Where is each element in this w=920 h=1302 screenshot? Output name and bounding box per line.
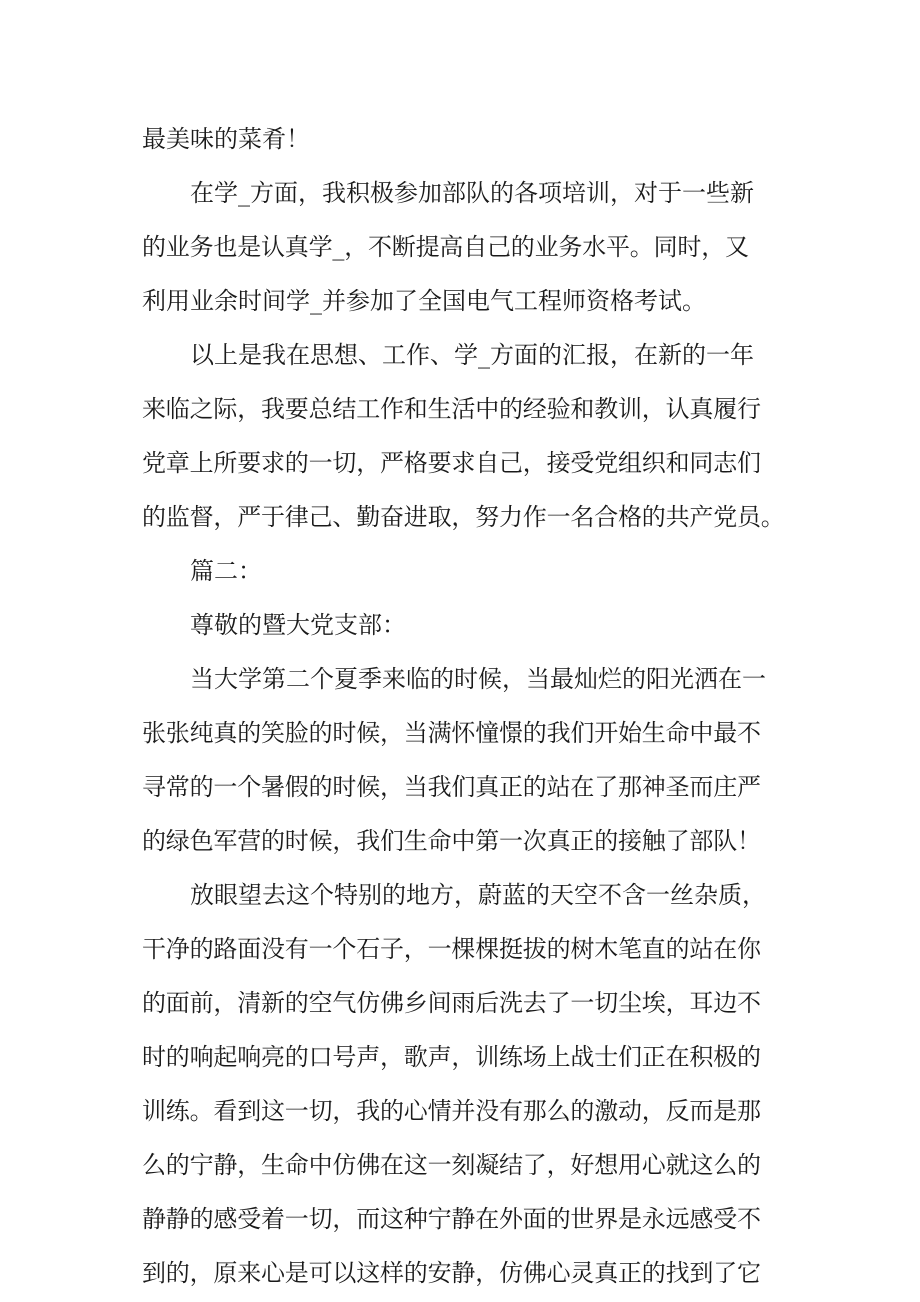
text-line: 干净的路面没有一个石子，一棵棵挺拔的树木笔直的站在你 [142, 935, 761, 963]
text-line: 党章上所要求的一切，严格要求自己，接受党组织和同志们 [142, 449, 761, 477]
text-line: 到的，原来心是可以这样的安静，仿佛心灵真正的找到了它 [142, 1259, 761, 1287]
text-line: 静静的感受着一切，而这种宁静在外面的世界是永远感受不 [142, 1205, 761, 1233]
text-line: 最美味的菜肴！ [142, 125, 310, 153]
text-line: 寻常的一个暑假的时候，当我们真正的站在了那神圣而庄严 [142, 773, 761, 801]
paragraph-start-line: 放眼望去这个特别的地方，蔚蓝的天空不含一丝杂质， [190, 881, 766, 909]
text-line: 么的宁静，生命中仿佛在这一刻凝结了，好想用心就这么的 [142, 1151, 761, 1179]
document-body [142, 112, 792, 1300]
section-heading: 篇二： [190, 557, 262, 585]
text-line: 的监督，严于律己、勤奋进取，努力作一名合格的共产党员。 [142, 503, 785, 531]
text-line: 利用业余时间学_并参加了全国电气工程师资格考试。 [142, 287, 706, 315]
text-line: 时的响起响亮的口号声，歌声，训练场上战士们正在积极的 [142, 1043, 761, 1071]
paragraph-start-line: 当大学第二个夏季来临的时候，当最灿烂的阳光洒在一 [190, 665, 766, 693]
text-line: 的绿色军营的时候，我们生命中第一次真正的接触了部队！ [142, 827, 761, 855]
text-line: 来临之际，我要总结工作和生活中的经验和教训，认真履行 [142, 395, 761, 423]
text-line: 训练。看到这一切，我的心情并没有那么的激动，反而是那 [142, 1097, 761, 1125]
paragraph-start-line: 在学_方面，我积极参加部队的各项培训，对于一些新 [190, 179, 754, 207]
text-line: 张张纯真的笑脸的时候，当满怀憧憬的我们开始生命中最不 [142, 719, 761, 747]
text-line: 的业务也是认真学_，不断提高自己的业务水平。同时，又 [142, 233, 749, 261]
salutation-line: 尊敬的暨大党支部： [190, 611, 406, 639]
text-line: 的面前，清新的空气仿佛乡间雨后洗去了一切尘埃，耳边不 [142, 989, 761, 1017]
paragraph-start-line: 以上是我在思想、工作、学_方面的汇报，在新的一年 [190, 341, 754, 369]
